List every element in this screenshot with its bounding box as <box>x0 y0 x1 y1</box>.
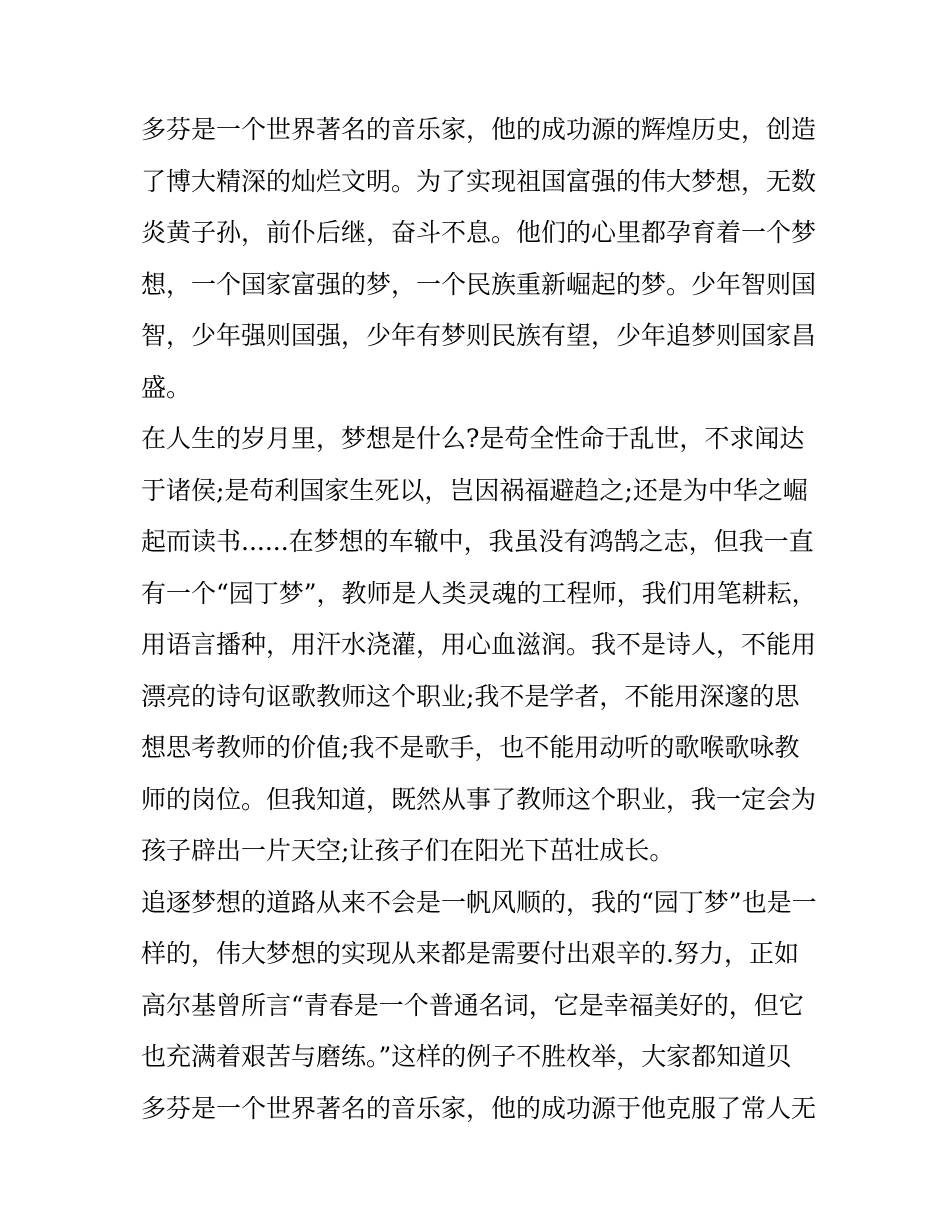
text-line: 漂亮的诗句讴歌教师这个职业;我不是学者，不能用深邃的思 <box>141 681 800 711</box>
text-line: 多芬是一个世界著名的音乐家，他的成功源于他克服了常人无 <box>141 1093 817 1123</box>
text-line: 师的岗位。但我知道，既然从事了教师这个职业，我一定会为 <box>141 784 817 814</box>
text-line: 高尔基曾所言“青春是一个普通名词，它是幸福美好的，但它 <box>141 990 804 1020</box>
text-line: 想思考教师的价值;我不是歌手，也不能用动听的歌喉歌咏教 <box>141 733 800 762</box>
text-line: 用语言播种，用汗水浇灌，用心血滋润。我不是诗人，不能用 <box>141 630 817 659</box>
text-line: 了博大精深的灿烂文明。为了实现祖国富强的伟大梦想，无数 <box>141 166 817 196</box>
text-line: 样的，伟大梦想的实现从来都是需要付出艰辛的.努力，正如 <box>141 939 799 968</box>
text-line: 追逐梦想的道路从来不会是一帆风顺的，我的“园丁梦”也是一 <box>141 887 817 917</box>
text-line: 多芬是一个世界著名的音乐家，他的成功源的辉煌历史，创造 <box>141 115 817 144</box>
text-line: 在人生的岁月里，梦想是什么?是苟全性命于乱世，不求闻达 <box>141 424 805 453</box>
text-line: 也充满着艰苦与磨练。”这样的例子不胜枚举，大家都知道贝 <box>141 1042 792 1071</box>
body-text <box>141 104 821 1134</box>
text-line: 起而读书......在梦想的车辙中，我虽没有鸿鹄之志，但我一直 <box>141 527 814 556</box>
text-line: 有一个“园丁梦”，教师是人类灵魂的工程师，我们用笔耕耘， <box>141 578 817 608</box>
text-line: 于诸侯;是苟利国家生死以，岂因祸福避趋之;还是为中华之崛 <box>141 475 808 505</box>
text-line: 孩子辟出一片天空;让孩子们在阳光下茁壮成长。 <box>141 836 675 865</box>
text-line: 炎黄子孙，前仆后继，奋斗不息。他们的心里都孕育着一个梦 <box>141 218 817 247</box>
text-line: 盛。 <box>141 372 192 402</box>
text-line: 想，一个国家富强的梦，一个民族重新崛起的梦。少年智则国 <box>141 269 817 299</box>
text-line: 智，少年强则国强，少年有梦则民族有望，少年追梦则国家昌 <box>141 321 817 350</box>
